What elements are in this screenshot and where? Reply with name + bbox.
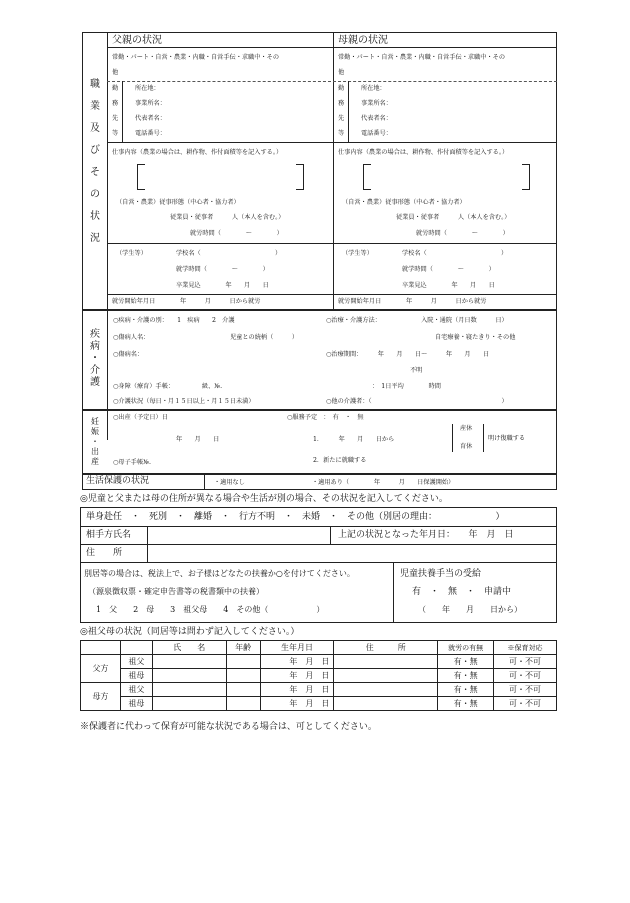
illness-type[interactable]: ○疾病・介護の別： 1 疾病 2 介護 bbox=[113, 317, 235, 324]
address-note: ◎児童と父または母の住所が異なる場合や生活が別の場合、その状況を記入してください。 bbox=[80, 494, 448, 504]
allowance-title: 児童扶養手当の受給 bbox=[400, 569, 482, 579]
mch-book-field[interactable]: ○母子手帳№. bbox=[113, 459, 151, 466]
grandparents-table bbox=[80, 640, 557, 711]
father-types[interactable]: 常勤・パート・自営・農業・内職・自営手伝・求職中・その bbox=[112, 54, 280, 61]
father-company-field[interactable]: 事業所名： bbox=[135, 100, 166, 107]
period-unknown[interactable]: 不明 bbox=[410, 367, 423, 374]
mother-company-field[interactable]: 事業所名： bbox=[361, 100, 392, 107]
age-cell[interactable] bbox=[226, 697, 260, 711]
mother-address-field[interactable]: 所在地： bbox=[361, 85, 386, 92]
mother-bracket-right bbox=[522, 164, 530, 190]
table-row: 祖母 年 月 日 有・無 可・不可 bbox=[81, 697, 557, 711]
name-cell[interactable] bbox=[152, 683, 226, 697]
address-cell[interactable] bbox=[334, 683, 438, 697]
treatment-period[interactable]: ○治療期間： 年 月 日～ 年 月 日 bbox=[326, 351, 490, 358]
disability-book-field[interactable]: ○身障（療育）手帳： 級、№. bbox=[113, 383, 223, 390]
father-school-field[interactable]: 学校名（ ） bbox=[176, 250, 282, 257]
grandparents-note: ◎祖父母の状況（同居等は問わず記入してください。） bbox=[80, 627, 300, 637]
partner-address-label: 住 所 bbox=[86, 548, 123, 558]
welfare-applied[interactable]: ・適用あり（ 年 月 日保護開始） bbox=[312, 479, 455, 486]
care-frequency[interactable]: ○介護状況（毎日・月１５日以上・月１５日未満） bbox=[113, 398, 255, 405]
name-cell[interactable] bbox=[152, 697, 226, 711]
allowance-options[interactable]: 有 ・ 無 ・ 申請中 bbox=[412, 587, 512, 597]
table-header-row: 氏 名 年齢 生年月日 住 所 就労の有無 ※保育対応 bbox=[81, 641, 557, 655]
age-cell[interactable] bbox=[226, 655, 260, 669]
due-date-label: ○出産（予定日）日 bbox=[113, 414, 168, 421]
mother-graduation-field[interactable]: 卒業見込 年 月 日 bbox=[402, 282, 495, 289]
dependent-question: 別居等の場合は、税法上で、お子様はどなたの扶養か○を付けてください。 bbox=[84, 569, 355, 578]
father-bracket-right bbox=[296, 164, 304, 190]
mother-studytime-field[interactable]: 就学時間（ ～ ） bbox=[402, 266, 495, 273]
disease-name-field[interactable]: ○傷病名： bbox=[113, 351, 144, 358]
table-row: 母方 祖父 年 月 日 有・無 可・不可 bbox=[81, 683, 557, 697]
return-date-field[interactable]: 1． 年 月 日から bbox=[313, 436, 395, 443]
table-row: 父方 祖父 年 月 日 有・無 可・不可 bbox=[81, 655, 557, 669]
name-cell[interactable] bbox=[152, 655, 226, 669]
father-employees-field[interactable]: 従業員・従事者 人（本人を含む。） bbox=[170, 214, 285, 221]
dependent-note: （源泉徴収票・確定申告書等の税書類中の扶養） bbox=[88, 587, 264, 596]
parent-divider bbox=[333, 32, 334, 310]
allowance-date-field[interactable]: （ 年 月 日から） bbox=[418, 605, 522, 614]
address-cell[interactable] bbox=[334, 655, 438, 669]
illness-section bbox=[82, 310, 557, 410]
care-place[interactable]: 自宅療養・寝たきり・その他 bbox=[435, 334, 516, 341]
birth-side-label: 妊 娠 ・ 出 産 bbox=[91, 417, 99, 466]
mother-start-field[interactable]: 就労開始年月日 年 月 日から就労 bbox=[338, 298, 487, 305]
maternity-leave[interactable]: 産休 bbox=[460, 425, 473, 432]
age-cell[interactable] bbox=[226, 669, 260, 683]
mother-phone-field[interactable]: 電話番号： bbox=[361, 130, 392, 137]
childcare-leave[interactable]: 育休 bbox=[460, 443, 473, 450]
father-studytime-field[interactable]: 就学時間（ ～ ） bbox=[176, 266, 269, 273]
relation-field[interactable]: 児童との続柄（ ） bbox=[230, 334, 299, 341]
mother-title: 母親の状況 bbox=[338, 35, 388, 46]
since-date-field[interactable]: 上記の状況となった年月日： 年 月 日 bbox=[338, 530, 514, 540]
footnote: ※保護者に代わって保育が可能な状況である場合は、可としてください。 bbox=[80, 722, 377, 732]
mother-types[interactable]: 常勤・パート・自営・農業・内職・自営手伝・求職中・その bbox=[338, 54, 506, 61]
mother-school-field[interactable]: 学校名（ ） bbox=[402, 250, 508, 257]
welfare-none[interactable]: ・適用なし bbox=[214, 479, 245, 486]
welfare-label: 生活保護の状況 bbox=[86, 476, 150, 486]
other-caregiver-field[interactable]: ○他の介護者：（ ） bbox=[326, 398, 508, 405]
father-phone-field[interactable]: 電話番号： bbox=[135, 130, 166, 137]
father-graduation-field[interactable]: 卒業見込 年 月 日 bbox=[176, 282, 269, 289]
illness-side-label: 疾 病 ・ 介 護 bbox=[90, 329, 100, 388]
mother-employees-field[interactable]: 従業員・従事者 人（本人を含む。） bbox=[396, 214, 511, 221]
service-plan[interactable]: ○服務予定 ： 有 ・ 無 bbox=[287, 414, 364, 421]
mother-bracket-left bbox=[363, 164, 371, 190]
name-cell[interactable] bbox=[152, 669, 226, 683]
father-title: 父親の状況 bbox=[112, 35, 162, 46]
age-cell[interactable] bbox=[226, 683, 260, 697]
father-address-field[interactable]: 所在地： bbox=[135, 85, 160, 92]
patient-name-field[interactable]: ○傷病人名： bbox=[113, 334, 150, 341]
father-worktime-field[interactable]: 就労時間（ ～ ） bbox=[190, 230, 283, 237]
address-cell[interactable] bbox=[334, 697, 438, 711]
illness-treatment[interactable]: ○治療・介護方法： 入院・通院（月日数 日） bbox=[326, 317, 508, 324]
father-bracket-left bbox=[137, 164, 145, 190]
table-row: 祖母 年 月 日 有・無 可・不可 bbox=[81, 669, 557, 683]
mother-representative-field[interactable]: 代表者名： bbox=[361, 115, 392, 122]
father-representative-field[interactable]: 代表者名： bbox=[135, 115, 166, 122]
address-cell[interactable] bbox=[334, 669, 438, 683]
due-date-field[interactable]: 年 月 日 bbox=[176, 436, 220, 443]
father-start-field[interactable]: 就労開始年月日 年 月 日から就労 bbox=[112, 298, 261, 305]
daily-hours-field[interactable]: ： 1日平均 時間 bbox=[372, 383, 441, 390]
job-side-label: 職 業 及 び そ の 状 況 bbox=[90, 79, 100, 244]
dependent-options[interactable]: 1 父 2 母 3 祖父母 4 その他（ ） bbox=[96, 605, 325, 614]
separation-reasons[interactable]: 単身赴任 ・ 死別 ・ 離婚 ・ 行方不明 ・ 未婚 ・ その他（別居の理由： ） bbox=[86, 512, 505, 522]
mother-worktime-field[interactable]: 就労時間（ ～ ） bbox=[416, 230, 509, 237]
partner-name-label: 相手方氏名 bbox=[86, 530, 132, 540]
new-job[interactable]: 2．新たに就職する bbox=[313, 457, 367, 464]
